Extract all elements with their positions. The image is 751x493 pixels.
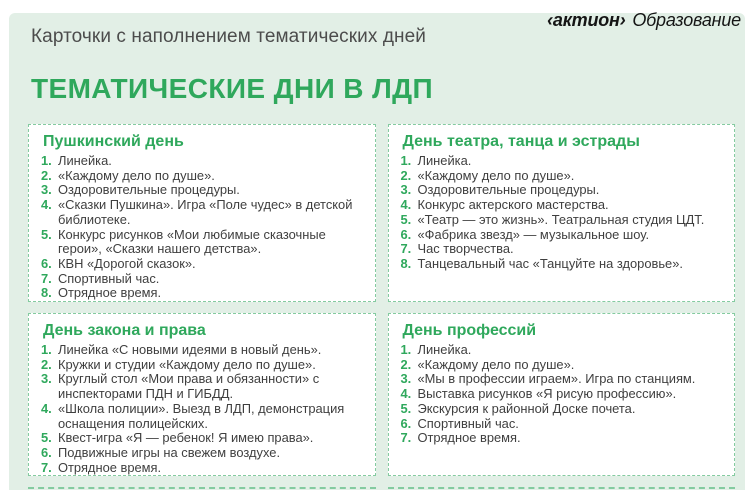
item-text: «Сказки Пушкина». Игра «Поле чудес» в детской библиотеке. bbox=[58, 197, 353, 227]
logo-division-name: Образование bbox=[632, 10, 741, 30]
item-number: 5. bbox=[400, 211, 412, 227]
item-text: «Мы в профессии играем». Игра по станциям. bbox=[417, 371, 696, 387]
list-item bbox=[395, 402, 725, 417]
list-item bbox=[35, 402, 365, 431]
theme-card bbox=[28, 124, 376, 302]
list-item bbox=[35, 257, 365, 272]
item-text: Спортивный час. bbox=[58, 270, 160, 286]
item-number: 1. bbox=[400, 342, 412, 357]
item-number: 3. bbox=[400, 182, 412, 198]
item-number: 5. bbox=[41, 430, 52, 446]
item-number: 1. bbox=[400, 153, 412, 168]
card-title: День закона и права bbox=[43, 322, 206, 339]
item-number: 3. bbox=[41, 371, 52, 387]
list-item bbox=[35, 169, 365, 184]
item-text: «Театр — это жизнь». Театральная студия ЦДТ. bbox=[417, 211, 705, 227]
list-item bbox=[35, 431, 365, 446]
list-item bbox=[35, 272, 365, 287]
item-number: 6. bbox=[41, 444, 52, 460]
list-item bbox=[395, 183, 725, 198]
item-text: КВН «Дорогой сказок». bbox=[58, 255, 196, 271]
item-text: «Школа полиции». Выезд в ЛДП, демонстрация оснащения полицейских. bbox=[58, 400, 345, 431]
item-number: 5. bbox=[400, 400, 412, 416]
item-text: Квест-игра «Я — ребенок! Я имею права». bbox=[58, 430, 314, 446]
item-text: Линейка. bbox=[417, 342, 472, 357]
list-item bbox=[395, 417, 725, 432]
item-number: 7. bbox=[400, 430, 412, 446]
item-text: Оздоровительные процедуры. bbox=[58, 182, 240, 198]
item-text: Экскурсия к районной Доске почета. bbox=[417, 400, 636, 416]
item-text: Выставка рисунков «Я рисую профессию». bbox=[417, 386, 677, 402]
item-number: 6. bbox=[400, 226, 412, 242]
item-text: Спортивный час. bbox=[417, 415, 519, 431]
list-item bbox=[395, 154, 725, 169]
item-number: 1. bbox=[41, 342, 52, 357]
item-number: 7. bbox=[400, 241, 412, 257]
card-list bbox=[395, 154, 725, 272]
list-item bbox=[395, 257, 725, 272]
item-number: 3. bbox=[41, 182, 52, 198]
card-list bbox=[35, 154, 365, 301]
cards-grid bbox=[28, 124, 735, 476]
item-number: 8. bbox=[41, 285, 52, 301]
item-number: 2. bbox=[41, 167, 52, 183]
list-item bbox=[35, 183, 365, 198]
item-text: Отрядное время. bbox=[58, 459, 162, 475]
item-number: 6. bbox=[400, 415, 412, 431]
item-text: Кружки и студии «Каждому дело по душе». bbox=[58, 356, 316, 372]
logo-brand-mark: ‹актион› bbox=[547, 10, 626, 30]
next-row-card-edge-left bbox=[28, 487, 376, 493]
item-text: Час творчества. bbox=[417, 241, 514, 257]
list-item bbox=[395, 228, 725, 243]
list-item bbox=[395, 387, 725, 402]
item-number: 2. bbox=[41, 356, 52, 372]
list-item bbox=[35, 358, 365, 373]
card-title: Пушкинский день bbox=[43, 133, 184, 150]
list-item bbox=[395, 343, 725, 358]
item-text: «Каждому дело по душе». bbox=[417, 167, 575, 183]
item-number: 3. bbox=[400, 371, 412, 387]
item-number: 4. bbox=[400, 197, 412, 213]
item-text: Подвижные игры на свежем воздухе. bbox=[58, 444, 281, 460]
item-number: 8. bbox=[400, 255, 412, 271]
item-text: Конкурс актерского мастерства. bbox=[417, 197, 609, 213]
list-item bbox=[395, 169, 725, 184]
card-title: День профессий bbox=[402, 322, 537, 339]
item-number: 4. bbox=[41, 197, 52, 213]
list-item bbox=[395, 198, 725, 213]
card-list bbox=[395, 343, 725, 446]
list-item bbox=[395, 242, 725, 257]
item-text: Линейка «С новыми идеями в новый день». bbox=[58, 342, 322, 357]
theme-card bbox=[28, 313, 376, 476]
item-text: Отрядное время. bbox=[417, 430, 521, 446]
item-text: Танцевальный час «Танцуйте на здоровье». bbox=[417, 255, 683, 271]
item-text: «Каждому дело по душе». bbox=[58, 167, 215, 183]
theme-card bbox=[388, 313, 736, 476]
item-text: «Фабрика звезд» — музыкальное шоу. bbox=[417, 226, 650, 242]
item-text: Отрядное время. bbox=[58, 285, 162, 301]
list-item bbox=[35, 446, 365, 461]
list-item bbox=[395, 431, 725, 446]
aktion-logo bbox=[547, 10, 741, 31]
card-title: День театра, танца и эстрады bbox=[402, 133, 640, 150]
list-item bbox=[35, 228, 365, 257]
content-panel bbox=[9, 10, 745, 490]
list-item bbox=[35, 286, 365, 301]
list-item bbox=[35, 343, 365, 358]
item-number: 2. bbox=[400, 167, 412, 183]
item-number: 4. bbox=[41, 400, 52, 416]
item-number: 5. bbox=[41, 226, 52, 242]
list-item bbox=[35, 372, 365, 401]
item-number: 4. bbox=[400, 386, 412, 402]
item-text: Линейка. bbox=[417, 153, 472, 168]
page-subtitle: Карточки с наполнением тематических дней bbox=[31, 26, 426, 47]
list-item bbox=[35, 198, 365, 227]
list-item bbox=[395, 372, 725, 387]
page-title: ТЕМАТИЧЕСКИЕ ДНИ В ЛДП bbox=[31, 73, 433, 104]
theme-card bbox=[388, 124, 736, 302]
list-item bbox=[35, 461, 365, 476]
next-row-card-edge-right bbox=[388, 487, 735, 493]
list-item bbox=[395, 358, 725, 373]
item-number: 6. bbox=[41, 255, 52, 271]
item-number: 7. bbox=[41, 459, 52, 475]
list-item bbox=[35, 154, 365, 169]
item-number: 7. bbox=[41, 270, 52, 286]
item-text: «Каждому дело по душе». bbox=[417, 356, 575, 372]
list-item bbox=[395, 213, 725, 228]
item-text: Конкурс рисунков «Мои любимые сказочные герои», «Сказки нашего детства». bbox=[58, 226, 326, 257]
item-text: Линейка. bbox=[58, 153, 112, 168]
item-text: Оздоровительные процедуры. bbox=[417, 182, 600, 198]
item-number: 2. bbox=[400, 356, 412, 372]
item-text: Круглый стол «Мои права и обязанности» с инспекторами ПДН и ГИБДД. bbox=[58, 371, 320, 402]
item-number: 1. bbox=[41, 153, 52, 168]
card-list bbox=[35, 343, 365, 475]
